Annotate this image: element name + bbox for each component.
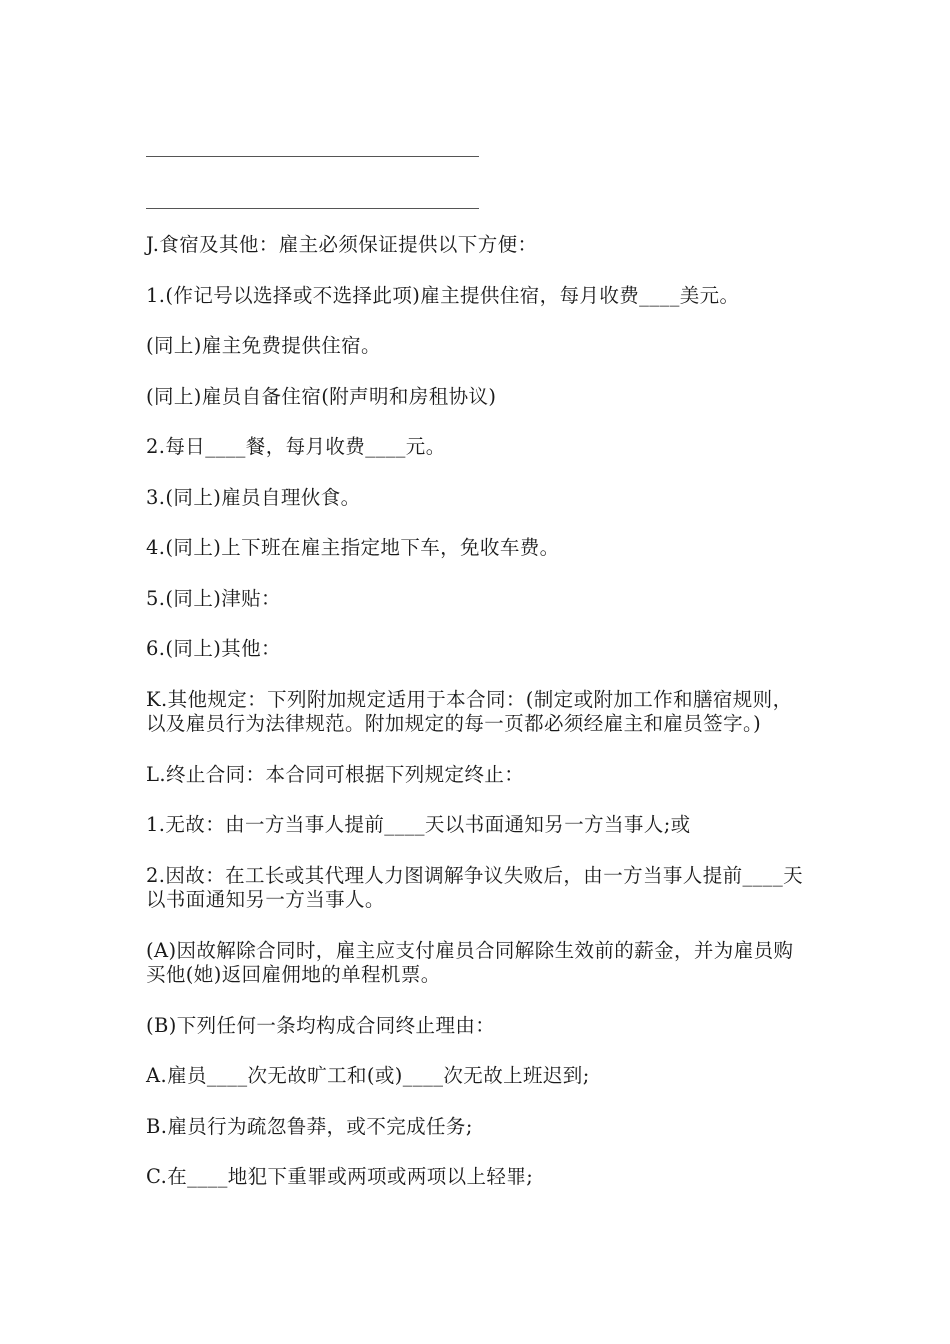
l-item-b-reasons: (B)下列任何一条均构成合同终止理由： xyxy=(146,1013,496,1037)
blank-fill-line xyxy=(146,156,479,157)
section-k-other-rules: K.其他规定：下列附加规定适用于本合同：(制定或附加工作和膳宿规则，以及雇员行为法律规范。附加规定的每一页都必须经雇主和雇员签字。) xyxy=(146,687,793,735)
j-item-3-self-meals: 3.(同上)雇员自理伙食。 xyxy=(146,485,361,509)
blank-fill-line xyxy=(146,208,479,209)
j-item-1-lodging-fee: 1.(作记号以选择或不选择此项)雇主提供住宿，每月收费____美元。 xyxy=(146,283,740,307)
section-l-heading: L.终止合同：本合同可根据下列规定终止： xyxy=(146,762,525,786)
l-item-2-with-cause: 2.因故：在工长或其代理人力图调解争议失败后，由一方当事人提前____天以书面通知另一方当事人。 xyxy=(146,863,804,911)
reason-c-crime: C.在____地犯下重罪或两项或两项以上轻罪; xyxy=(146,1165,534,1188)
document-body xyxy=(146,233,808,1216)
section-j-heading: J.食宿及其他：雇主必须保证提供以下方便： xyxy=(146,233,538,256)
j-item-2-meals: 2.每日____餐，每月收费____元。 xyxy=(146,435,446,458)
j-item-free-lodging: (同上)雇主免费提供住宿。 xyxy=(146,334,381,357)
j-item-4-transport: 4.(同上)上下班在雇主指定地下车，免收车费。 xyxy=(146,536,560,559)
j-item-6-other: 6.(同上)其他： xyxy=(146,637,281,660)
reason-a-absence: A.雇员____次无故旷工和(或)____次无故上班迟到; xyxy=(146,1064,590,1087)
j-item-own-lodging: (同上)雇员自备住宿(附声明和房租协议) xyxy=(146,384,497,408)
reason-b-negligence: B.雇员行为疏忽鲁莽，或不完成任务; xyxy=(146,1114,473,1138)
l-item-1-without-cause: 1.无故：由一方当事人提前____天以书面通知另一方当事人;或 xyxy=(146,813,691,836)
l-item-a-payment: (A)因故解除合同时，雇主应支付雇员合同解除生效前的薪金，并为雇员购买他(她)返回雇佣地的单程机票。 xyxy=(146,938,794,986)
j-item-5-allowance: 5.(同上)津贴： xyxy=(146,586,281,610)
